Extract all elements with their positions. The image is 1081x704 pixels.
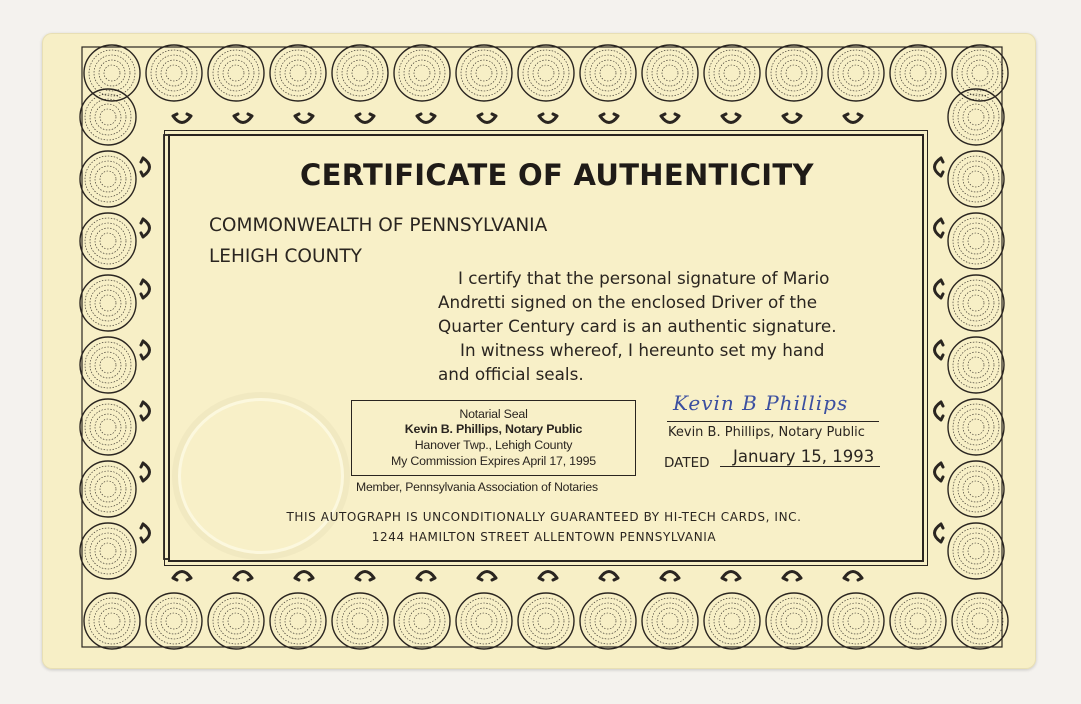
address-line: 1244 HAMILTON STREET ALLENTOWN PENNSYLVANIA	[371, 530, 717, 544]
seal-line-2: Kevin B. Phillips, Notary Public	[404, 422, 583, 436]
certificate-title: CERTIFICATE OF AUTHENTICITY	[300, 158, 814, 192]
seal-line-1: Notarial Seal	[459, 407, 528, 421]
state-line: COMMONWEALTH OF PENNSYLVANIA	[209, 215, 548, 236]
dated-label: DATED	[664, 455, 710, 471]
notarial-seal-stamp	[351, 400, 636, 476]
signature-caption: Kevin B. Phillips, Notary Public	[668, 425, 865, 440]
seal-line-3: Hanover Twp., Lehigh County	[414, 438, 573, 452]
statement-line-3: Quarter Century card is an authentic signature.	[438, 316, 837, 336]
county-line: LEHIGH COUNTY	[209, 246, 362, 267]
guarantee-line: THIS AUTOGRAPH IS UNCONDITIONALLY GUARANTEED BY HI-TECH CARDS, INC.	[286, 510, 802, 524]
dated-value: January 15, 1993	[733, 447, 875, 466]
statement-line-2: Andretti signed on the enclosed Driver of the	[438, 292, 818, 312]
statement-line-4: In witness whereof, I hereunto set my hand	[460, 340, 825, 360]
signature-line	[667, 421, 879, 422]
statement-line-1: I certify that the personal signature of Mario	[458, 268, 830, 288]
statement-line-5: and official seals.	[438, 364, 584, 384]
notary-association: Member, Pennsylvania Association of Notaries	[356, 480, 598, 494]
dated-line	[720, 466, 880, 467]
seal-line-4: My Commission Expires April 17, 1995	[391, 454, 596, 468]
handwritten-signature: Kevin B Phillips	[673, 391, 849, 415]
